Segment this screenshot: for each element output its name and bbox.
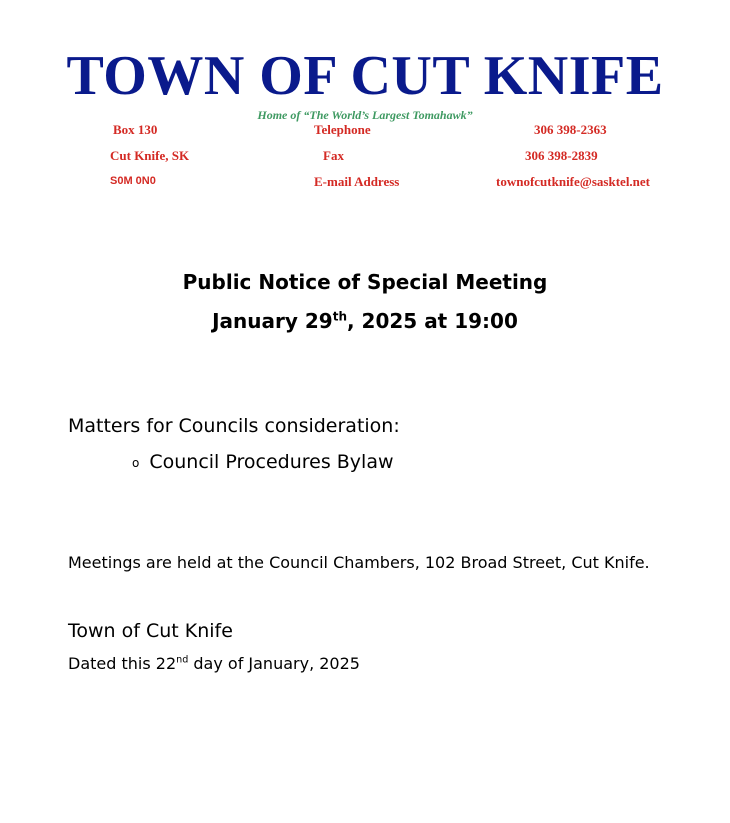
email-address: townofcutknife@sasktel.net	[496, 174, 651, 189]
notice-date-suffix: th	[332, 309, 347, 324]
postal-code: S0M 0N0	[110, 175, 156, 187]
town-title: TOWN OF CUT KNIFE	[66, 45, 664, 107]
email-label: E-mail Address	[314, 174, 400, 189]
matters-item-label: Council Procedures Bylaw	[149, 451, 394, 473]
fax-number: 306 398-2839	[525, 148, 598, 163]
dated-suffix: nd	[176, 654, 189, 666]
address-line-1: Box 130	[113, 122, 158, 137]
notice-date-rest: , 2025 at 19:00	[347, 309, 518, 333]
dated-prefix: Dated this 22	[68, 654, 177, 673]
notice-heading: Public Notice of Special Meeting	[182, 270, 548, 294]
matters-intro: Matters for Councils consideration:	[68, 415, 400, 437]
dated-line	[68, 654, 360, 673]
town-tagline: Home of “The World’s Largest Tomahawk”	[257, 108, 473, 122]
bullet-circle-icon: o	[132, 455, 140, 470]
meeting-location: Meetings are held at the Council Chambers, 102 Broad Street, Cut Knife.	[68, 553, 650, 572]
notice-date-month: January 29	[212, 309, 333, 333]
signature-name: Town of Cut Knife	[68, 620, 233, 642]
telephone-label: Telephone	[314, 122, 371, 137]
matters-list-item	[132, 451, 394, 473]
address-line-2: Cut Knife, SK	[110, 148, 190, 163]
notice-date	[0, 309, 730, 333]
dated-rest: day of January, 2025	[188, 654, 360, 673]
fax-label: Fax	[323, 148, 344, 163]
telephone-number: 306 398-2363	[534, 122, 607, 137]
